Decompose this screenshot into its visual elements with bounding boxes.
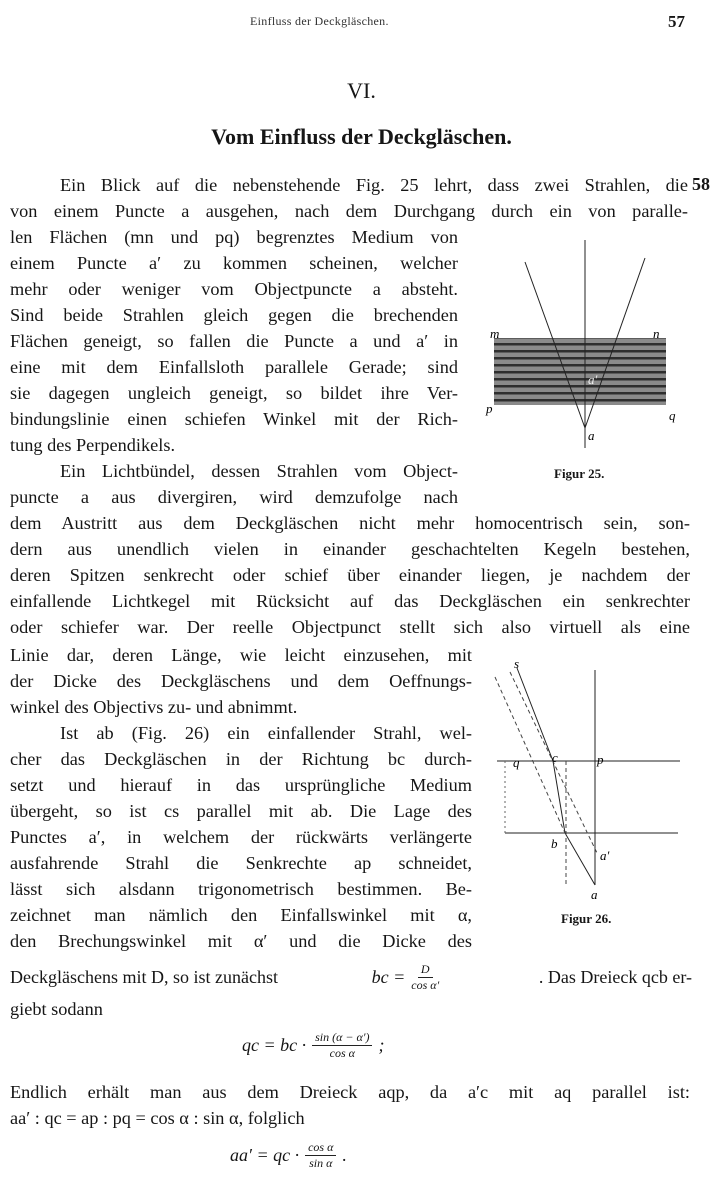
margin-page-note: 58 [692, 174, 710, 194]
body-line: ausfahrende Strahl die Senkrechte ap schneidet, [10, 853, 472, 873]
label-a: a [591, 887, 598, 902]
body-line: zeichnet man nämlich den Einfallswinkel mit α, [10, 905, 472, 925]
fraction-numerator: cos α [305, 1140, 336, 1156]
body-line: von einem Puncte a ausgehen, nach dem Durchgang durch ein von paralle- [10, 201, 688, 221]
body-line: Ein Lichtbündel, dessen Strahlen vom Object- [60, 461, 458, 481]
body-line: len Flächen (mn und pq) begrenztes Medium von [10, 227, 458, 247]
equation-lhs: qc = bc · [242, 1035, 307, 1055]
fraction-denominator: cos α′ [411, 978, 440, 992]
body-line: puncte a aus divergiren, wird demzufolge nach [10, 487, 458, 507]
label-p: p [486, 401, 493, 416]
running-header: Einfluss der Deckgläschen. [250, 14, 389, 28]
fraction-denominator: cos α [329, 1046, 355, 1060]
fraction-numerator: sin (α − α′) [312, 1030, 372, 1046]
body-line: mehr oder weniger vom Objectpuncte a absteht. [10, 279, 458, 299]
body-line-text: . Das Dreieck qcb er- [538, 967, 692, 987]
figure-25-caption: Figur 25. [554, 466, 605, 481]
body-line: einem Puncte a′ zu kommen scheinen, welcher [10, 253, 458, 273]
chapter-number: VI. [347, 78, 376, 103]
body-line-text: Deckgläschens mit D, so ist zunächst [10, 967, 278, 987]
body-line: Ein Blick auf die nebenstehende Fig. 25 lehrt, dass zwei Strahlen, die [60, 175, 688, 195]
body-line: deren Spitzen senkrecht oder schief über einander liegen, je nachdem der [10, 565, 690, 585]
label-b: b [551, 836, 558, 851]
label-q: q [669, 408, 676, 423]
equation-end: . [342, 1145, 347, 1165]
equation-lhs: bc = [371, 967, 406, 987]
label-a-prime: a′ [600, 848, 610, 863]
label-m: m [490, 326, 500, 341]
label-s: s [514, 656, 520, 671]
body-line: Sind beide Strahlen gleich gegen die brechenden [10, 305, 458, 325]
body-line: der Dicke des Deckgläschens und dem Oeffnungs- [10, 671, 472, 691]
body-line: Linie dar, deren Länge, wie leicht einzusehen, mit [10, 645, 472, 665]
fraction-denominator: sin α [309, 1156, 333, 1170]
body-line: einfallende Lichtkegel mit Rücksicht auf das Deckgläschen ein senkrechter [10, 591, 690, 611]
body-line: giebt sodann [10, 999, 103, 1019]
body-line: setzt und hierauf in das ursprüngliche Medium [10, 775, 472, 795]
label-c: c [552, 750, 558, 765]
body-line: bindungslinie einen schiefen Winkel mit der Rich- [10, 409, 458, 429]
label-p: p [597, 752, 604, 767]
body-line: den Brechungswinkel mit α′ und die Dicke des [10, 931, 472, 951]
equation-end: ; [378, 1035, 385, 1055]
body-line: sie dagegen ungleich geneigt, so bildet ihre Ver- [10, 383, 458, 403]
ray-s-c-b-a [517, 668, 595, 885]
label-q: q [513, 755, 520, 770]
label-a-prime: a′ [588, 372, 598, 387]
body-line: Ist ab (Fig. 26) ein einfallender Strahl, wel- [60, 723, 472, 743]
label-n: n [653, 326, 660, 341]
body-line: oder schiefer war. Der reelle Objectpunct stellt sich also virtuell als eine [10, 617, 690, 637]
body-line: winkel des Objectivs zu- und abnimmt. [10, 697, 298, 717]
body-line: lässt sich alsdann trigonometrisch bestimmen. Be- [10, 879, 472, 899]
body-line: aa′ : qc = ap : pq = cos α : sin α, folglich [10, 1108, 305, 1128]
body-line: übergeht, so ist cs parallel mit ab. Die Lage des [10, 801, 472, 821]
body-line: Endlich erhält man aus dem Dreieck aqp, da a′c mit aq parallel ist: [10, 1082, 690, 1102]
body-line: tung des Perpendikels. [10, 435, 176, 455]
body-line: eine mit dem Einfallsloth parallele Gerade; sind [10, 357, 458, 377]
body-line: Flächen geneigt, so fallen die Puncte a und a′ in [10, 331, 458, 351]
body-line: Punctes a′, in welchem der rückwärts verlängerte [10, 827, 472, 847]
fraction-numerator: D [418, 962, 433, 978]
body-line: dern aus unendlich vielen in einander geschachtelten Kegeln bestehen, [10, 539, 690, 559]
equation-lhs: aa′ = qc · [230, 1145, 300, 1165]
label-a: a [588, 428, 595, 443]
body-line: cher das Deckgläschen in der Richtung bc durch- [10, 749, 472, 769]
body-line: dem Austritt aus dem Deckgläschen nicht mehr homocentrisch sein, son- [10, 513, 690, 533]
figure-26-caption: Figur 26. [561, 911, 612, 926]
glass-slab [494, 338, 666, 405]
page-number: 57 [668, 12, 685, 31]
chapter-title: Vom Einfluss der Deckgläschen. [211, 124, 512, 149]
